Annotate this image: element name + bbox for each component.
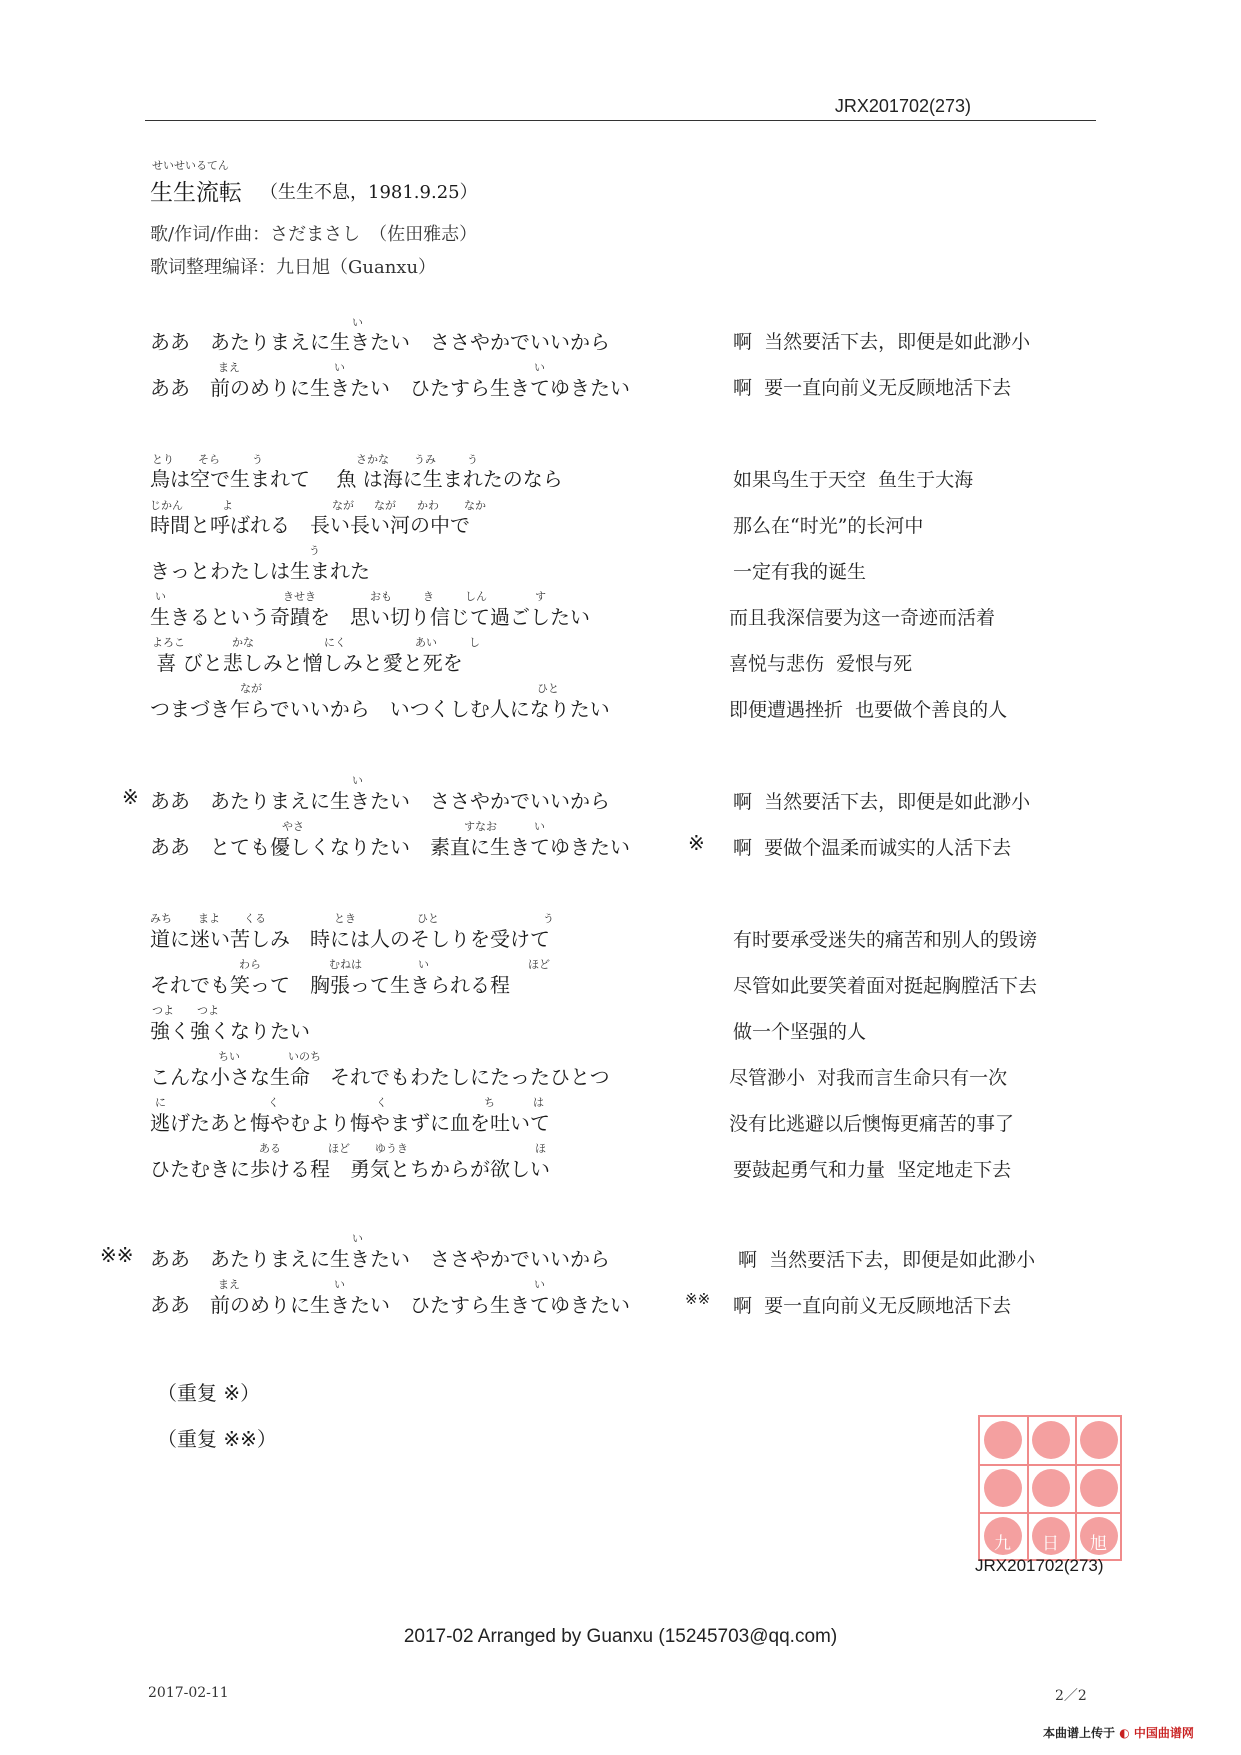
furigana: かな	[232, 636, 254, 649]
lyric-ja-line: ああ 前のめりに生きたい ひたすら生きてゆきたい	[150, 376, 630, 400]
furigana: ゆうき	[375, 1142, 408, 1155]
furigana: は	[533, 1096, 544, 1109]
stamp-char: 旭	[1090, 1534, 1107, 1554]
lyric-ja-line: 時間と呼ばれる 長い長い河の中で	[150, 513, 470, 537]
furigana: つよ	[152, 1004, 174, 1017]
furigana: しん	[465, 590, 487, 603]
furigana: に	[155, 1096, 166, 1109]
lyric-zh-line: 尽管渺小 对我而言生命只有一次	[729, 1067, 1008, 1089]
furigana: なか	[464, 499, 486, 512]
lyric-zh-line: 如果鸟生于天空 鱼生于大海	[733, 469, 974, 491]
seal-stamp	[978, 1415, 1122, 1561]
song-title: 生生流転	[150, 180, 242, 206]
lyric-ja-line: ひたむきに歩ける程 勇気とちからが欲しい	[150, 1157, 550, 1181]
furigana: ひと	[417, 912, 439, 925]
furigana: とき	[334, 912, 356, 925]
furigana: やさ	[282, 820, 304, 833]
furigana: し	[469, 636, 480, 649]
upload-credit	[1043, 1724, 1194, 1741]
furigana: ほど	[528, 958, 550, 971]
furigana: い	[334, 1278, 345, 1291]
furigana: つよ	[197, 1004, 219, 1017]
lyric-ja-line: 道に迷い苦しみ 時には人のそしりを受けて	[150, 927, 550, 951]
furigana: さかな	[356, 453, 389, 466]
lyric-zh-line: 那么在“时光”的长河中	[733, 515, 924, 537]
furigana: みち	[150, 912, 172, 925]
lyric-ja-line: 生きるという奇蹟を 思い切り信じて過ごしたい	[150, 605, 590, 629]
furigana: あい	[415, 636, 437, 649]
furigana: まえ	[218, 1278, 240, 1291]
furigana: う	[467, 453, 478, 466]
furigana: おも	[370, 590, 392, 603]
lyric-ja-line: ああ とても優しくなりたい 素直に生きてゆきたい	[150, 835, 630, 859]
furigana: い	[352, 316, 363, 329]
lyric-zh-line: 即便遭遇挫折 也要做个善良的人	[729, 699, 1008, 721]
furigana: にく	[324, 636, 346, 649]
lyric-ja-line: 鳥は空で生まれて 魚 は海に生まれたのなら	[150, 467, 563, 491]
furigana: い	[534, 1278, 545, 1291]
lyric-ja-line: 逃げたあと悔やむより悔やまずに血を吐いて	[150, 1111, 550, 1135]
song-subtitle: （生生不息，1981.9.25）	[260, 182, 478, 203]
page-number: 2／2	[1055, 1688, 1087, 1704]
lyric-zh-line: 做一个坚强的人	[733, 1021, 867, 1043]
furigana: きせき	[283, 590, 316, 603]
song-arranger: 歌词整理编译：九日旭（Guanxu）	[150, 257, 437, 278]
stamp-document-id: JRX201702(273)	[975, 1556, 1104, 1575]
furigana: なが	[240, 682, 262, 695]
lyric-zh-line: 啊 要一直向前义无反顾地活下去	[733, 1295, 1012, 1317]
furigana: いのち	[288, 1050, 321, 1063]
chorus-mark: ※※	[100, 1243, 134, 1267]
furigana: よろこ	[152, 636, 185, 649]
furigana: う	[543, 912, 554, 925]
lyric-zh-line: 啊 当然要活下去，即便是如此渺小	[733, 331, 1031, 353]
lyric-zh-line: 啊 当然要活下去，即便是如此渺小	[738, 1249, 1036, 1271]
furigana: き	[423, 590, 434, 603]
furigana: よ	[222, 499, 233, 512]
furigana: うみ	[414, 453, 436, 466]
lyric-ja-line: きっとわたしは生まれた	[150, 559, 370, 583]
furigana: う	[252, 453, 263, 466]
furigana: まよ	[198, 912, 220, 925]
furigana: むねは	[329, 958, 362, 971]
furigana: くる	[244, 912, 266, 925]
stamp-char: 九	[994, 1534, 1011, 1554]
song-credits: 歌/作词/作曲：さだまさし （佐田雅志）	[150, 224, 478, 245]
lyric-zh-line: 而且我深信要为这一奇迹而活着	[729, 607, 996, 629]
furigana: ひと	[537, 682, 559, 695]
furigana: じかん	[150, 499, 183, 512]
lyric-zh-line: 没有比逃避以后懊悔更痛苦的事了	[729, 1113, 1015, 1135]
furigana: い	[418, 958, 429, 971]
furigana: い	[155, 590, 166, 603]
furigana: なが	[374, 499, 396, 512]
furigana: い	[352, 774, 363, 787]
chorus-end-mark: ※※	[685, 1290, 711, 1308]
furigana: ちい	[218, 1050, 240, 1063]
lyric-ja-line: ああ あたりまえに生きたい ささやかでいいから	[150, 330, 610, 354]
upload-site[interactable]: 中国曲谱网	[1133, 1726, 1194, 1740]
furigana: ち	[484, 1096, 495, 1109]
upload-prefix: 本曲谱上传于	[1043, 1726, 1116, 1740]
header-rule	[145, 120, 1096, 121]
furigana: く	[268, 1096, 279, 1109]
furigana: まえ	[218, 361, 240, 374]
footer-date: 2017-02-11	[148, 1685, 229, 1701]
furigana: い	[534, 820, 545, 833]
furigana: すなお	[464, 820, 497, 833]
furigana: い	[352, 1232, 363, 1245]
furigana: わら	[239, 958, 261, 971]
lyric-zh-line: 啊 要一直向前义无反顾地活下去	[733, 377, 1012, 399]
lyric-zh-line: 要鼓起勇气和力量 坚定地走下去	[733, 1159, 1012, 1181]
furigana: ある	[259, 1142, 281, 1155]
lyric-ja-line: ああ 前のめりに生きたい ひたすら生きてゆきたい	[150, 1293, 630, 1317]
chorus-end-mark: ※	[688, 831, 705, 855]
furigana: す	[535, 590, 546, 603]
site-logo-icon: ◐	[1119, 1726, 1130, 1740]
furigana: そら	[198, 453, 220, 466]
lyric-ja-line: ああ あたりまえに生きたい ささやかでいいから	[150, 1247, 610, 1271]
repeat-instruction: （重复 ※）	[157, 1381, 261, 1405]
lyric-zh-line: 啊 当然要活下去，即便是如此渺小	[733, 791, 1031, 813]
furigana: なが	[332, 499, 354, 512]
lyric-ja-line: 喜 びと悲しみと憎しみと愛と死を	[150, 651, 463, 675]
furigana: ほ	[535, 1142, 546, 1155]
lyric-ja-line: ああ あたりまえに生きたい ささやかでいいから	[150, 789, 610, 813]
lyric-ja-line: それでも笑って 胸張って生きられる程	[150, 973, 510, 997]
furigana: ほど	[328, 1142, 350, 1155]
stamp-char: 日	[1042, 1534, 1059, 1554]
lyric-zh-line: 一定有我的诞生	[733, 561, 867, 583]
furigana: い	[334, 361, 345, 374]
title-furigana: せいせいるてん	[152, 159, 229, 172]
document-id: JRX201702(273)	[834, 96, 971, 116]
furigana: く	[376, 1096, 387, 1109]
furigana: う	[309, 544, 320, 557]
lyric-zh-line: 啊 要做个温柔而诚实的人活下去	[733, 837, 1012, 859]
furigana: とり	[152, 453, 174, 466]
furigana: かわ	[417, 499, 439, 512]
arranged-by: 2017-02 Arranged by Guanxu (15245703@qq.com)	[403, 1626, 838, 1647]
lyric-zh-line: 有时要承受迷失的痛苦和别人的毁谤	[733, 929, 1038, 951]
chorus-mark: ※	[122, 785, 139, 809]
lyric-zh-line: 喜悦与悲伤 爱恨与死	[729, 653, 913, 675]
furigana: い	[534, 361, 545, 374]
lyric-ja-line: 強く強くなりたい	[150, 1019, 310, 1043]
lyric-zh-line: 尽管如此要笑着面对挺起胸膛活下去	[733, 975, 1038, 997]
lyric-ja-line: こんな小さな生命 それでもわたしにたったひとつ	[150, 1065, 610, 1089]
lyric-ja-line: つまづき乍らでいいから いつくしむ人になりたい	[150, 697, 610, 721]
repeat-instruction: （重复 ※※）	[157, 1427, 277, 1451]
